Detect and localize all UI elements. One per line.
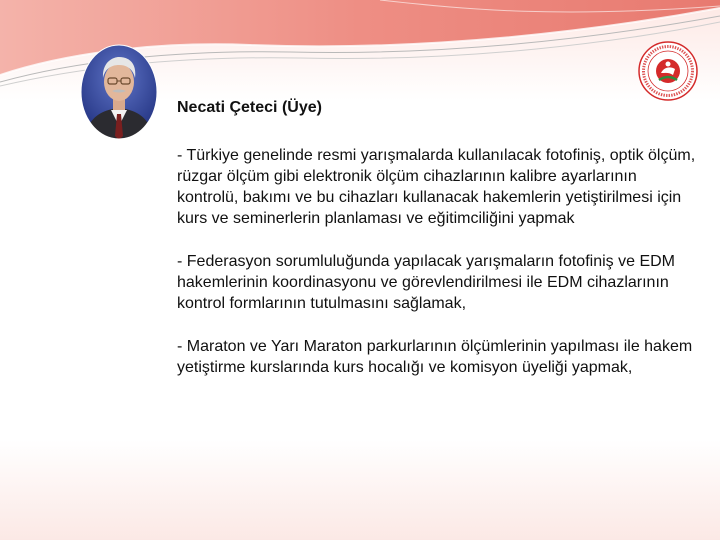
portrait-photo (80, 44, 158, 140)
federation-emblem-icon (637, 40, 699, 102)
duty-list (177, 145, 702, 400)
duty-paragraph-3: - Maraton ve Yarı Maraton parkurlarının ölçümlerinin yapılması ile hakem yetiştirme kurslarında kurs hocalığı ve komisyon üyeliği yapmak, (177, 338, 693, 376)
member-name-heading: Necati Çeteci (Üye) (177, 99, 322, 116)
bottom-gradient (0, 440, 720, 540)
duty-paragraph-1: - Türkiye genelinde resmi yarışmalarda kullanılacak fotofiniş, optik ölçüm, rüzgar ölçüm gibi elektronik ölçüm cihazlarının kalibre ayarlarının kontrolü, bakımı ve bu cihazları kullanacak hakemlerin yetiştirilmesi için kurs ve seminerlerin planlaması ve eğitimciliğini yapmak (177, 147, 696, 227)
duty-paragraph-2: - Federasyon sorumluluğunda yapılacak yarışmaların fotofiniş ve EDM hakemlerinin koordinasyonu ve görevlendirilmesi ile EDM cihazlarının kontrol formlarının tutulmasını sağlamak, (177, 253, 675, 312)
